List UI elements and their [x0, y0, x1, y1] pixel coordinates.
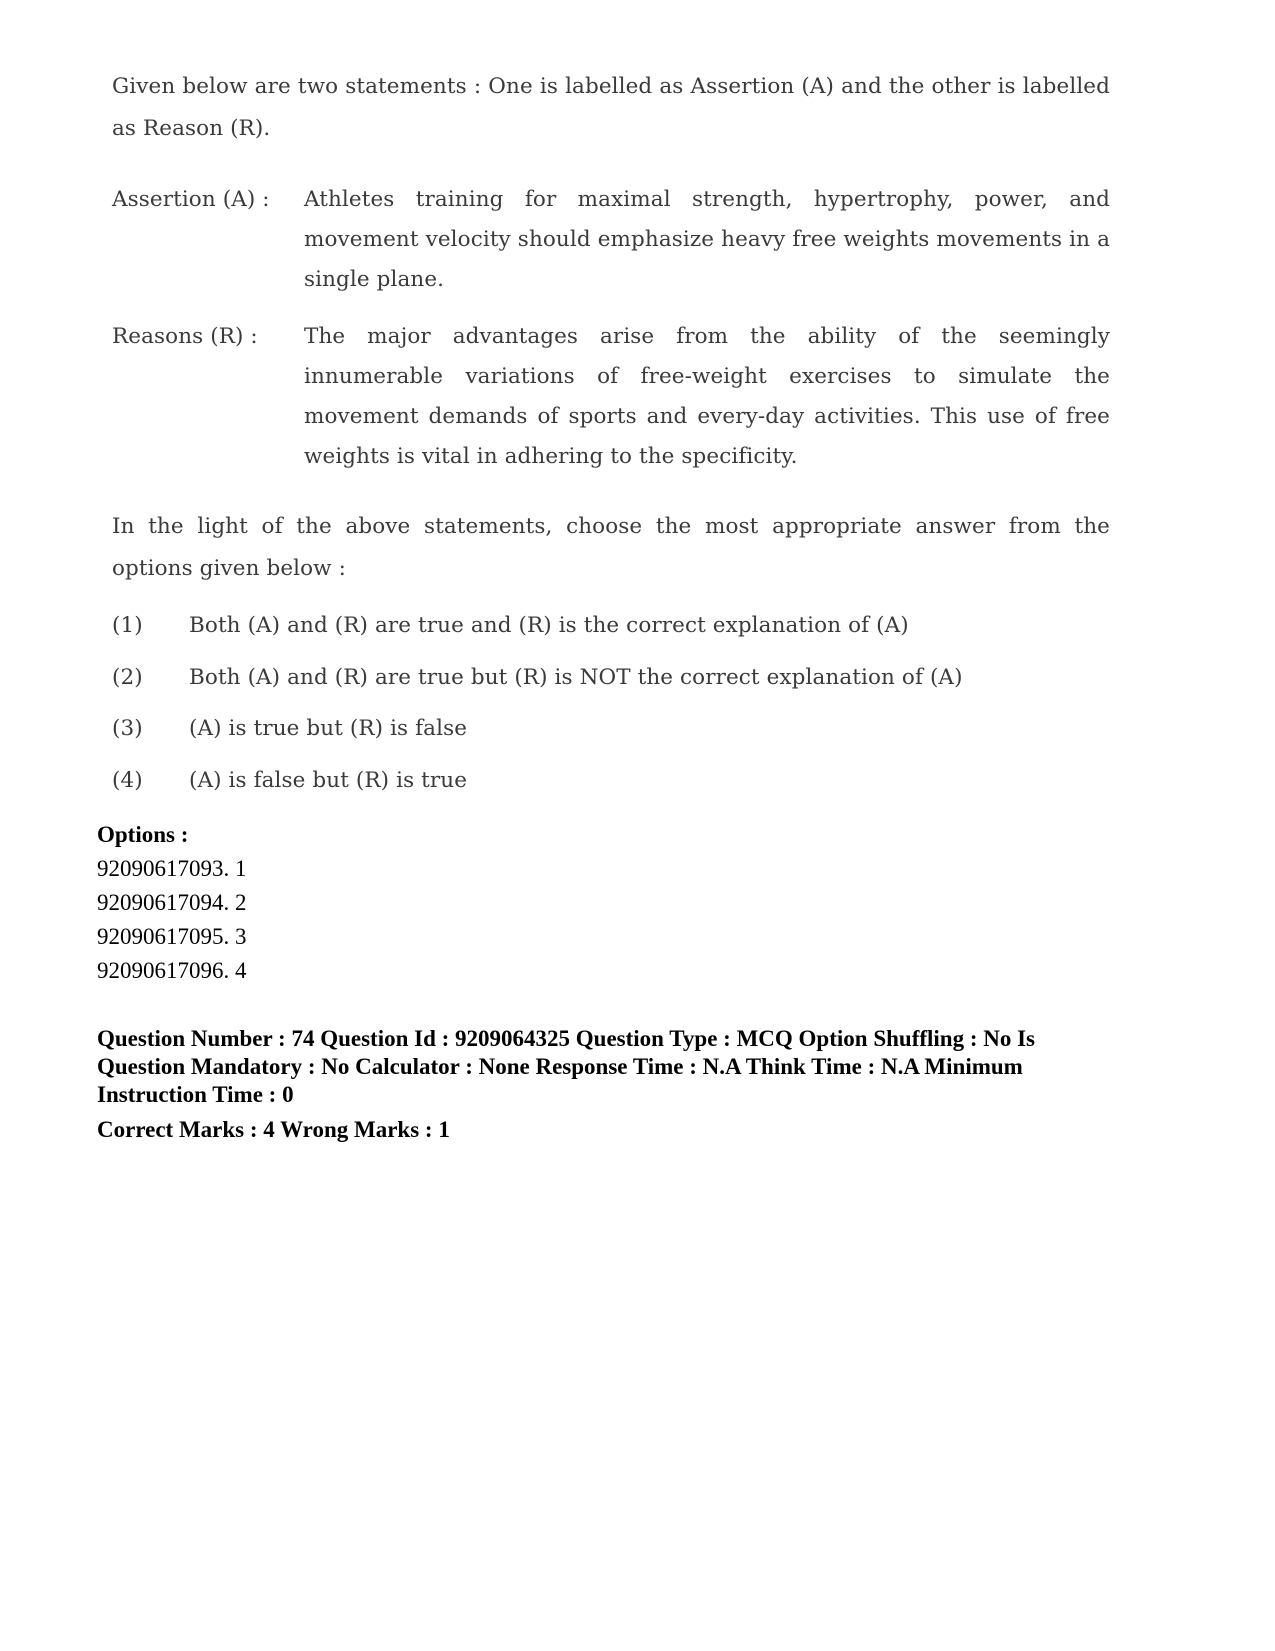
reason-statement: [112, 317, 1110, 477]
question-metadata: [97, 1025, 1137, 1144]
choice-number: (2): [112, 664, 143, 690]
answer-choice: [112, 613, 1110, 668]
choice-number: (4): [112, 767, 143, 793]
choice-text: Both (A) and (R) are true but (R) is NOT the correct explanation of (A): [189, 664, 963, 690]
assertion-text: Athletes training for maximal strength, hypertrophy, power, and movement velocity should emphasize heavy free weights movements in a single plane.: [304, 187, 1110, 292]
answer-choice: [112, 664, 1110, 720]
answer-choice: [112, 767, 1110, 823]
meta-line: Question Mandatory : No Calculator : None Response Time : N.A Think Time : N.A Minimum: [97, 1054, 1023, 1079]
option-item: 92090617094. 2: [97, 890, 247, 915]
question-intro: Given below are two statements : One is labelled as Assertion (A) and the other is labelled as Reason (R).: [112, 74, 1110, 141]
marks-info: Correct Marks : 4 Wrong Marks : 1: [97, 1117, 450, 1142]
answer-choices: [112, 613, 1110, 822]
options-title: Options :: [97, 822, 189, 847]
reason-label: Reasons (R) :: [112, 324, 258, 349]
choice-number: (1): [112, 613, 143, 638]
reason-text: The major advantages arise from the ability of the seemingly innumerable variations of free-weight exercises to simulate the movement demands of sports and every-day activities. This use of free weights is vital in adhering to the specificity.: [304, 324, 1110, 469]
question-prompt: In the light of the above statements, choose the most appropriate answer from the options given below :: [112, 514, 1110, 581]
option-item: 92090617096. 4: [97, 958, 247, 983]
choice-text: (A) is true but (R) is false: [189, 716, 468, 741]
meta-line: Question Number : 74 Question Id : 9209064325 Question Type : MCQ Option Shuffling : No Is: [97, 1026, 1036, 1051]
option-item: 92090617095. 3: [97, 924, 247, 949]
choice-text: Both (A) and (R) are true and (R) is the correct explanation of (A): [189, 613, 909, 638]
answer-choice: [112, 716, 1110, 771]
options-list: [97, 818, 247, 988]
choice-number: (3): [112, 716, 143, 741]
assertion-label: Assertion (A) :: [112, 187, 270, 212]
choice-text: (A) is false but (R) is true: [189, 767, 468, 793]
question-image: [112, 66, 1110, 822]
assertion-statement: [112, 180, 1110, 300]
meta-line: Instruction Time : 0: [97, 1082, 294, 1107]
option-item: 92090617093. 1: [97, 856, 247, 881]
